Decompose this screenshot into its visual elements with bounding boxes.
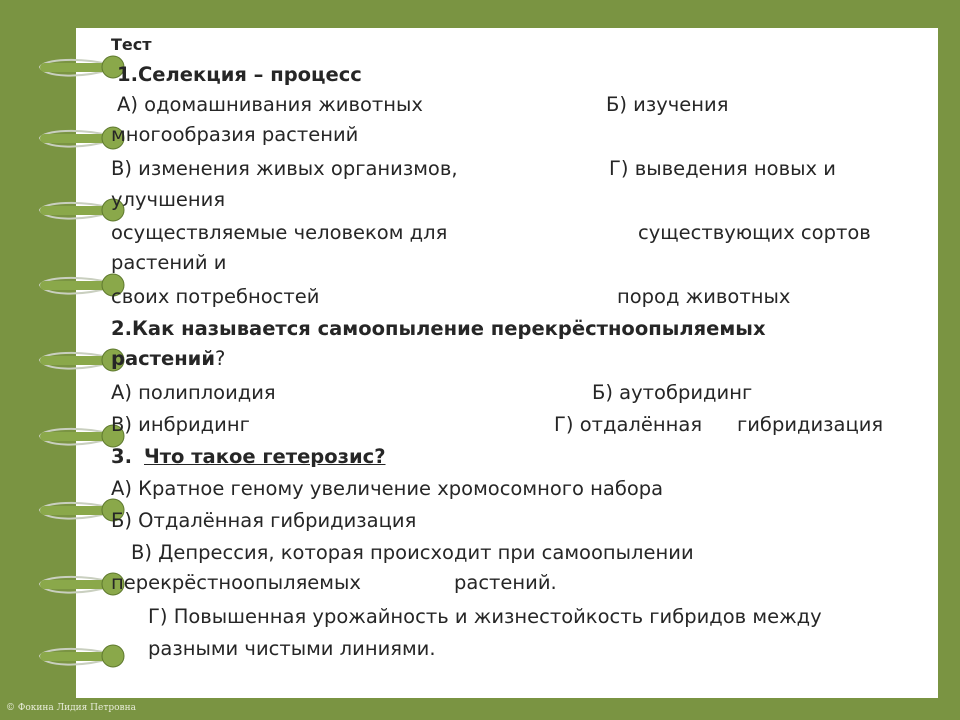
q1-option-d-cont3: растений и: [111, 251, 227, 274]
test-heading: Тест: [111, 35, 152, 54]
q3-option-a: А) Кратное геному увеличение хромосомного набора: [111, 477, 664, 500]
q2-title-mark: ?: [215, 347, 226, 370]
q2-option-d-cont: гибридизация: [737, 413, 884, 436]
question-2-title-cont: [111, 344, 225, 374]
q2-title-word: растений: [111, 347, 216, 370]
q3-option-d: Г) Повышенная урожайность и жизнестойкость гибридов между: [148, 605, 822, 628]
q1-option-c: В) изменения живых организмов,: [111, 157, 458, 180]
q2-option-c: В) инбридинг: [111, 413, 250, 436]
q1-option-d-cont2: существующих сортов: [638, 221, 871, 244]
q1-option-d: Г) выведения новых и: [609, 157, 836, 180]
q3-option-c-cont2: растений.: [454, 571, 557, 594]
binding-ring: [40, 645, 124, 667]
q2-option-d: Г) отдалённая: [554, 413, 703, 436]
copyright-footer: © Фокина Лидия Петровна: [6, 703, 136, 713]
q1-option-b-cont: многообразия растений: [111, 123, 359, 146]
q1-option-d-cont: улучшения: [111, 188, 226, 211]
q1-option-c-cont2: своих потребностей: [111, 285, 320, 308]
q3-option-c-cont: перекрёстноопыляемых: [111, 571, 361, 594]
question-2-title: 2.Как называется самоопыление перекрёстноопыляемых: [111, 317, 766, 340]
q3-option-d-cont: разными чистыми линиями.: [148, 637, 436, 660]
q1-option-a: А) одомашнивания животных: [117, 93, 423, 116]
q1-option-d-cont4: пород животных: [617, 285, 791, 308]
q3-option-b: Б) Отдалённая гибридизация: [111, 509, 417, 532]
q3-option-c: В) Депрессия, которая происходит при самоопылении: [131, 541, 694, 564]
q2-option-a: А) полиплоидия: [111, 381, 276, 404]
q2-option-b: Б) аутобридинг: [592, 381, 753, 404]
q1-option-c-cont: осуществляемые человеком для: [111, 221, 448, 244]
question-1-title: 1.Селекция – процесс: [117, 63, 362, 86]
question-3-title: Что такое гетерозис?: [144, 445, 386, 468]
question-3-number: 3.: [111, 445, 132, 468]
q1-option-b: Б) изучения: [606, 93, 729, 116]
